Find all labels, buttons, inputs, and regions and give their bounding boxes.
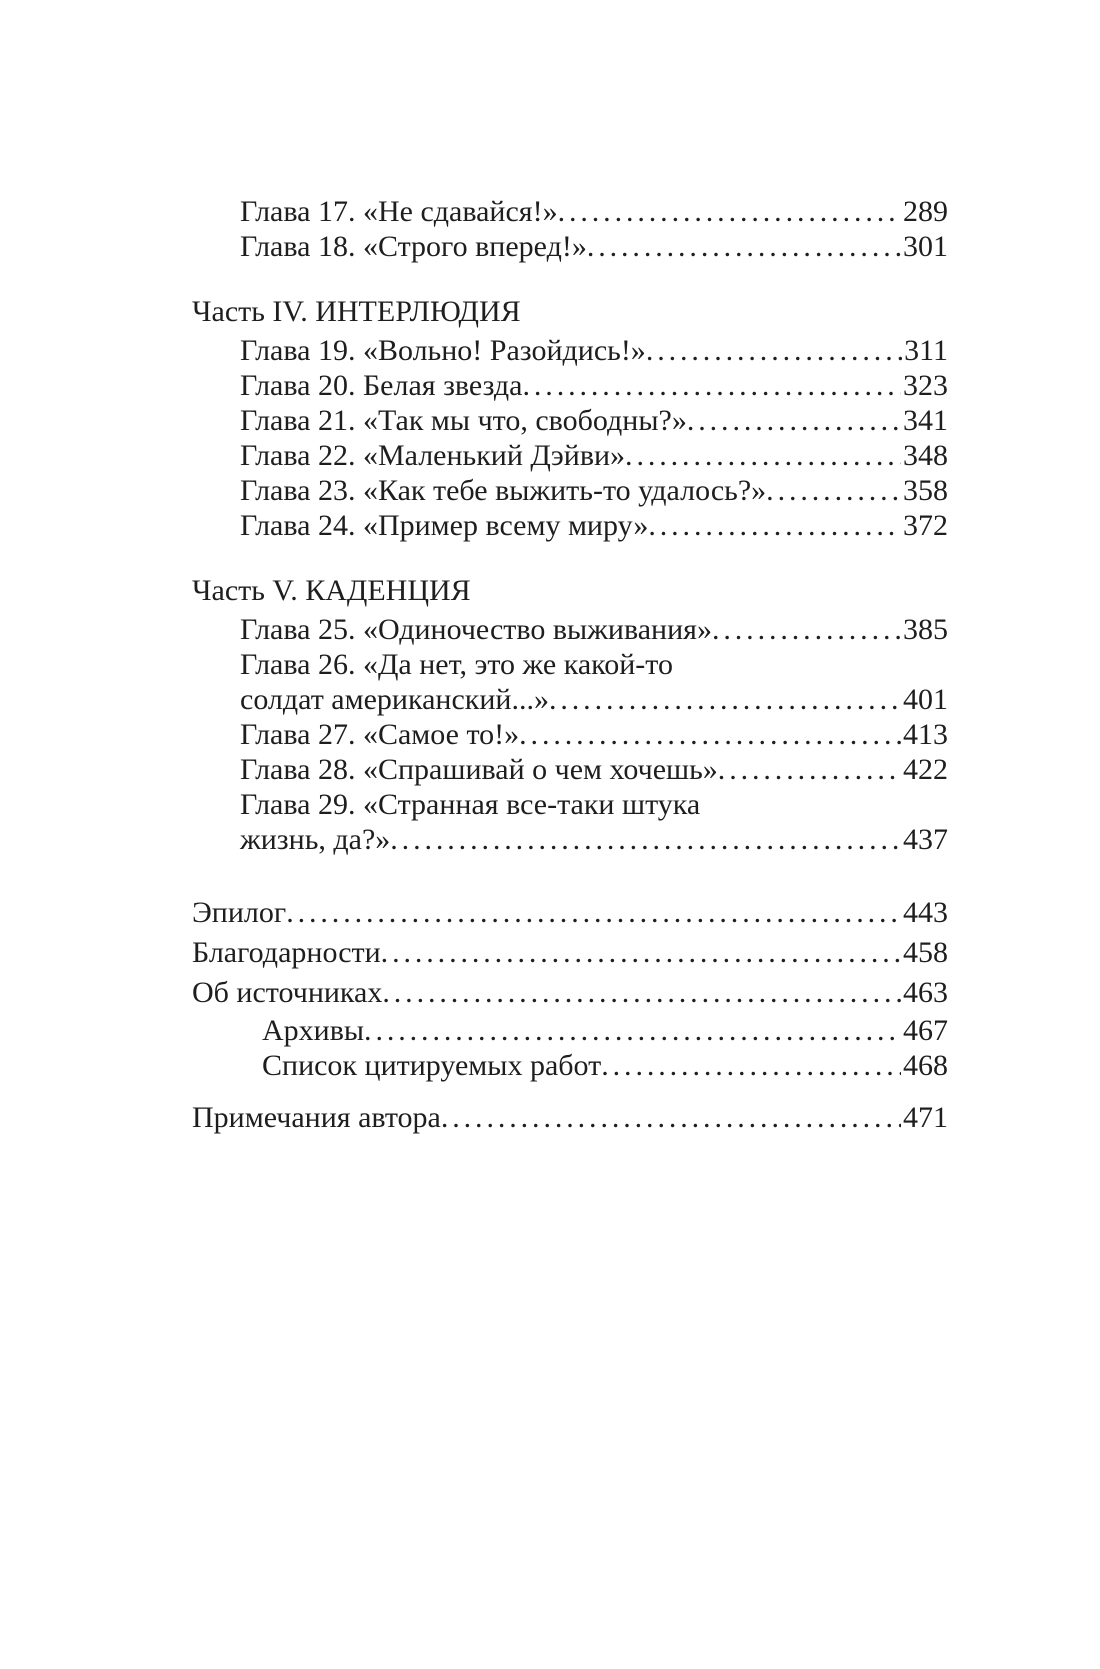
toc-entry — [192, 1098, 948, 1138]
toc-entry — [192, 752, 948, 787]
toc-entry-page: 289 — [903, 195, 948, 228]
toc-block-sources-sub — [192, 1013, 948, 1083]
toc-entry-label: Эпилог — [192, 896, 287, 929]
toc-entry-label: Благодарности — [192, 936, 381, 969]
toc-entry-page: 341 — [903, 404, 948, 437]
toc-entry-page: 385 — [903, 613, 948, 646]
toc-entry-label: Глава 19. «Вольно! Разойдись!» — [240, 334, 646, 367]
toc-entry-label: Глава 28. «Спрашивай о чем хочешь» — [240, 753, 718, 786]
part-heading: Часть IV. ИНТЕРЛЮДИЯ — [192, 295, 521, 328]
toc-entry — [192, 682, 948, 717]
dot-leader — [625, 438, 901, 473]
toc-entry-page: 468 — [903, 1049, 948, 1082]
toc-entry-label: Глава 21. «Так мы что, свободны?» — [240, 404, 687, 437]
dot-leader — [382, 973, 901, 1013]
toc-entry-page: 301 — [903, 230, 948, 263]
toc-entry-page: 422 — [903, 753, 948, 786]
toc-block-part — [192, 294, 948, 543]
toc-entry-label: Глава 25. «Одиночество выживания» — [240, 613, 712, 646]
toc-entry — [192, 473, 948, 508]
toc-block-chapters — [192, 194, 948, 264]
toc-entry — [192, 508, 948, 543]
toc-entry-page: 471 — [903, 1101, 948, 1134]
dot-leader — [519, 717, 901, 752]
dot-leader — [286, 893, 901, 933]
dot-leader — [390, 822, 901, 857]
toc-entry-label: Об источниках — [192, 976, 383, 1009]
dot-leader — [549, 682, 901, 717]
toc-entry — [192, 822, 948, 857]
dot-leader — [364, 1013, 901, 1048]
toc-entry-page: 323 — [903, 369, 948, 402]
toc-entry-page: 467 — [903, 1014, 948, 1047]
dot-leader — [558, 194, 901, 229]
toc-entry-label: Глава 23. «Как тебе выжить-то удалось?» — [240, 474, 767, 507]
toc-entry-page: 443 — [903, 896, 948, 929]
toc-entry — [192, 787, 948, 822]
dot-leader — [646, 333, 902, 368]
dot-leader — [441, 1098, 901, 1138]
dot-leader — [523, 368, 902, 403]
dot-leader — [648, 508, 901, 543]
toc-entry — [192, 717, 948, 752]
toc-entry-page: 372 — [903, 509, 948, 542]
toc-entry-label: Архивы — [262, 1014, 365, 1047]
toc-entry-page: 458 — [903, 936, 948, 969]
toc-block-backmatter — [192, 893, 948, 1013]
toc-entry-label: Список цитируемых работ — [262, 1049, 602, 1082]
dot-leader — [381, 933, 901, 973]
toc-entry — [192, 647, 948, 682]
toc-entry — [192, 194, 948, 229]
toc — [192, 194, 948, 1138]
dot-leader — [766, 473, 901, 508]
dot-leader — [587, 229, 901, 264]
toc-entry-label: Глава 17. «Не сдавайся!» — [240, 195, 558, 228]
toc-entry-page: 463 — [903, 976, 948, 1009]
toc-entry — [192, 973, 948, 1013]
dot-leader — [718, 752, 901, 787]
toc-entry — [192, 403, 948, 438]
toc-entry-page: 413 — [903, 718, 948, 751]
toc-entry-label: Глава 18. «Строго вперед!» — [240, 230, 587, 263]
toc-entry-page: 311 — [904, 334, 948, 367]
toc-entry-label: Глава 26. «Да нет, это же какой-то — [240, 648, 673, 681]
dot-leader — [601, 1048, 901, 1083]
toc-block-part — [192, 573, 948, 857]
toc-entry — [192, 893, 948, 933]
toc-block-notes — [192, 1098, 948, 1138]
toc-entry-label: Примечания автора — [192, 1101, 441, 1134]
dot-leader — [687, 403, 901, 438]
toc-entry-label: Глава 27. «Самое то!» — [240, 718, 520, 751]
toc-entry-page: 401 — [903, 683, 948, 716]
toc-entry-label: Глава 29. «Странная все-таки штука — [240, 788, 701, 821]
toc-entry-label: солдат американский...» — [240, 683, 549, 716]
toc-entry — [192, 612, 948, 647]
toc-entry — [192, 438, 948, 473]
toc-entry — [192, 933, 948, 973]
part-heading: Часть V. КАДЕНЦИЯ — [192, 574, 471, 607]
toc-entry-page: 348 — [903, 439, 948, 472]
toc-entry-label: Глава 20. Белая звезда — [240, 369, 523, 402]
dot-leader — [712, 612, 901, 647]
toc-entry-page: 437 — [903, 823, 948, 856]
toc-entry — [192, 368, 948, 403]
toc-entry — [192, 229, 948, 264]
toc-entry — [192, 333, 948, 368]
toc-entry-label: жизнь, да?» — [240, 823, 391, 856]
toc-entry — [192, 1048, 948, 1083]
toc-entry-page: 358 — [903, 474, 948, 507]
toc-entry — [192, 1013, 948, 1048]
toc-entry-label: Глава 24. «Пример всему миру» — [240, 509, 649, 542]
toc-entry-label: Глава 22. «Маленький Дэйви» — [240, 439, 626, 472]
